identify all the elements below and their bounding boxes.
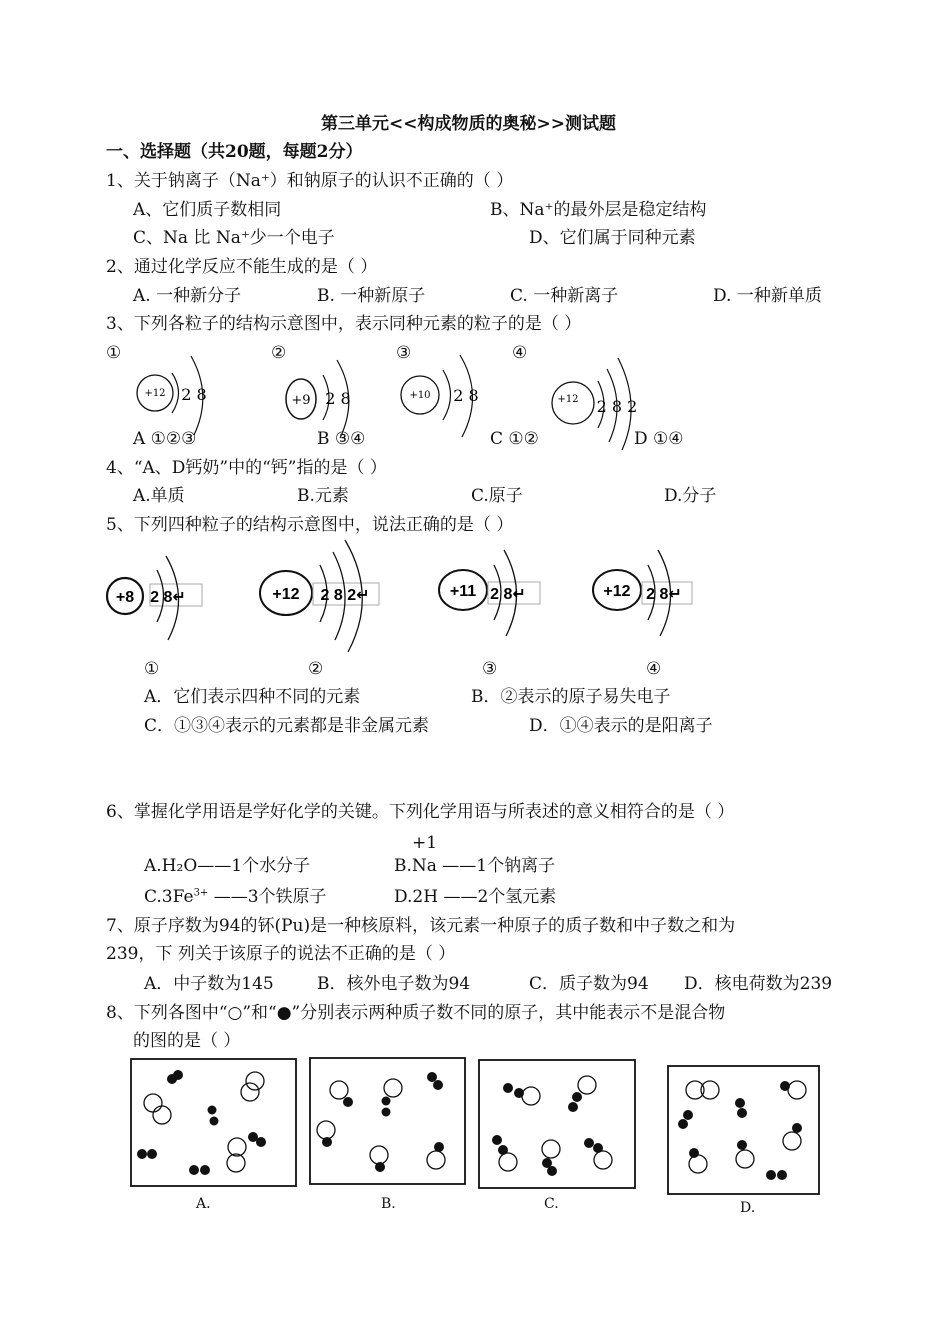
q3-d4-shells: 2 8 2 <box>596 397 638 416</box>
q7-option-a: A．中子数为145 <box>144 974 274 994</box>
q1-option-a: A、它们质子数相同 <box>133 200 282 220</box>
q8-box-a <box>131 1059 296 1186</box>
q3-option-d: D ①④ <box>634 429 684 449</box>
q5-atom-diagram-2 <box>260 540 379 652</box>
q4-option-c: C.原子 <box>471 486 523 506</box>
q3-atom-diagram-1 <box>137 356 207 435</box>
q8-box-c <box>479 1060 635 1188</box>
q6-valence: +1 <box>412 833 438 853</box>
q5-label-2: ② <box>308 659 324 679</box>
q5-d2-nucleus: +12 <box>272 586 300 603</box>
q3-d3-shells: 2 8 <box>453 386 479 405</box>
q6-stem: 6、掌握化学用语是学好化学的关键。下列化学用语与所表述的意义相符合的是（ ） <box>106 802 735 822</box>
q6-option-c-rest: ——3个铁原子 <box>208 887 327 907</box>
q2-option-c: C. 一种新离子 <box>510 286 619 306</box>
q5-atom-diagram-3 <box>439 550 540 636</box>
q5-stem: 5、下列四种粒子的结构示意图中，说法正确的是（ ） <box>106 515 514 535</box>
section-heading: 一、选择题（共20题，每题2分） <box>106 142 363 162</box>
q8-label-b: B. <box>381 1196 396 1212</box>
q5-d4-nucleus: +12 <box>603 583 631 600</box>
q3-option-b: B ③④ <box>317 429 366 449</box>
q5-d4-shells: 2 8↵ <box>646 586 682 603</box>
q6-option-c <box>144 886 327 908</box>
q3-atom-diagram-2 <box>286 360 351 438</box>
q5-d3-nucleus: +11 <box>449 583 477 600</box>
q4-option-d: D.分子 <box>664 486 717 506</box>
q5-option-a: A．它们表示四种不同的元素 <box>144 687 361 707</box>
q4-stem: 4、“A、D钙奶”中的“钙”指的是（ ） <box>106 458 387 478</box>
q4-option-b: B.元素 <box>297 486 349 506</box>
q3-label-2: ② <box>271 343 287 363</box>
q8-label-a: A. <box>196 1196 211 1212</box>
q3-d1-shells: 2 8 <box>181 385 207 404</box>
q5-label-1: ① <box>144 659 160 679</box>
q7-option-b: B．核外电子数为94 <box>317 974 471 994</box>
q6-option-b: B.Na ——1个钠离子 <box>394 856 556 876</box>
q2-option-b: B. 一种新原子 <box>317 286 426 306</box>
q7-stem-line1: 7、原子序数为94的钚(Pu)是一种核原料，该元素一种原子的质子数和中子数之和为 <box>106 916 736 936</box>
q5-option-d: D．①④表示的是阳离子 <box>529 716 713 736</box>
q1-option-c: C、Na 比 Na⁺少一个电子 <box>133 228 335 248</box>
q3-d2-nucleus: +9 <box>291 393 311 408</box>
q4-option-a: A.单质 <box>133 486 185 506</box>
q7-stem-line2: 239，下 列关于该原子的说法不正确的是（ ） <box>106 944 456 964</box>
q5-atom-diagram-4 <box>593 550 692 636</box>
q3-label-4: ④ <box>512 343 528 363</box>
q2-option-a: A. 一种新分子 <box>133 286 242 306</box>
q8-stem-line2: 的图的是（ ） <box>133 1031 241 1051</box>
q3-label-1: ① <box>106 343 122 363</box>
q8-box-b <box>310 1058 465 1184</box>
q6-option-d: D.2H ——2个氢元素 <box>394 887 557 907</box>
q8-label-d: D. <box>740 1200 756 1216</box>
q3-label-3: ③ <box>396 343 412 363</box>
q1-stem: 1、关于钠离子（Na⁺）和钠原子的认识不正确的（ ） <box>106 171 514 191</box>
q5-option-b: B．②表示的原子易失电子 <box>471 687 671 707</box>
q7-option-d: D．核电荷数为239 <box>684 974 833 994</box>
page-title: 第三单元<<构成物质的奥秘>>测试题 <box>321 114 616 134</box>
q3-atom-diagram-4 <box>552 358 637 450</box>
q6-option-c-main: C.3Fe <box>144 887 194 907</box>
q7-option-c: C．质子数为94 <box>529 974 649 994</box>
q5-label-3: ③ <box>482 659 498 679</box>
q8-label-c: C. <box>544 1196 559 1212</box>
q5-option-c: C．①③④表示的元素都是非金属元素 <box>144 716 430 736</box>
q5-d1-shells: 2 8↵ <box>150 589 186 606</box>
q6-option-c-charge: 3+ <box>193 887 209 899</box>
q8-box-d <box>668 1066 819 1194</box>
q2-option-d: D. 一种新单质 <box>713 286 822 306</box>
q3-d4-nucleus: +12 <box>557 394 579 405</box>
q5-d1-nucleus: +8 <box>115 589 135 606</box>
q3-atom-diagram-3 <box>401 355 479 437</box>
q1-option-d: D、它们属于同种元素 <box>529 228 696 248</box>
q6-option-a: A.H₂O——1个水分子 <box>144 856 311 876</box>
q3-option-a: A ①②③ <box>133 429 197 449</box>
q1-option-b: B、Na⁺的最外层是稳定结构 <box>490 200 707 220</box>
q3-option-c: C ①② <box>490 429 539 449</box>
q5-d2-shells: 2 8 2↵ <box>320 587 370 604</box>
q3-stem: 3、下列各粒子的结构示意图中，表示同种元素的粒子的是（ ） <box>106 314 582 334</box>
q3-d2-shells: 2 8 <box>325 389 351 408</box>
q5-d3-shells: 2 8↵ <box>490 586 526 603</box>
q2-stem: 2、通过化学反应不能生成的是（ ） <box>106 257 378 277</box>
q5-label-4: ④ <box>646 659 662 679</box>
q3-d1-nucleus: +12 <box>144 388 166 399</box>
q8-stem-line1: 8、下列各图中“○”和“●”分别表示两种质子数不同的原子，其中能表示不是混合物 <box>106 1003 726 1023</box>
q5-atom-diagram-1 <box>107 556 202 640</box>
q3-d3-nucleus: +10 <box>409 390 431 401</box>
